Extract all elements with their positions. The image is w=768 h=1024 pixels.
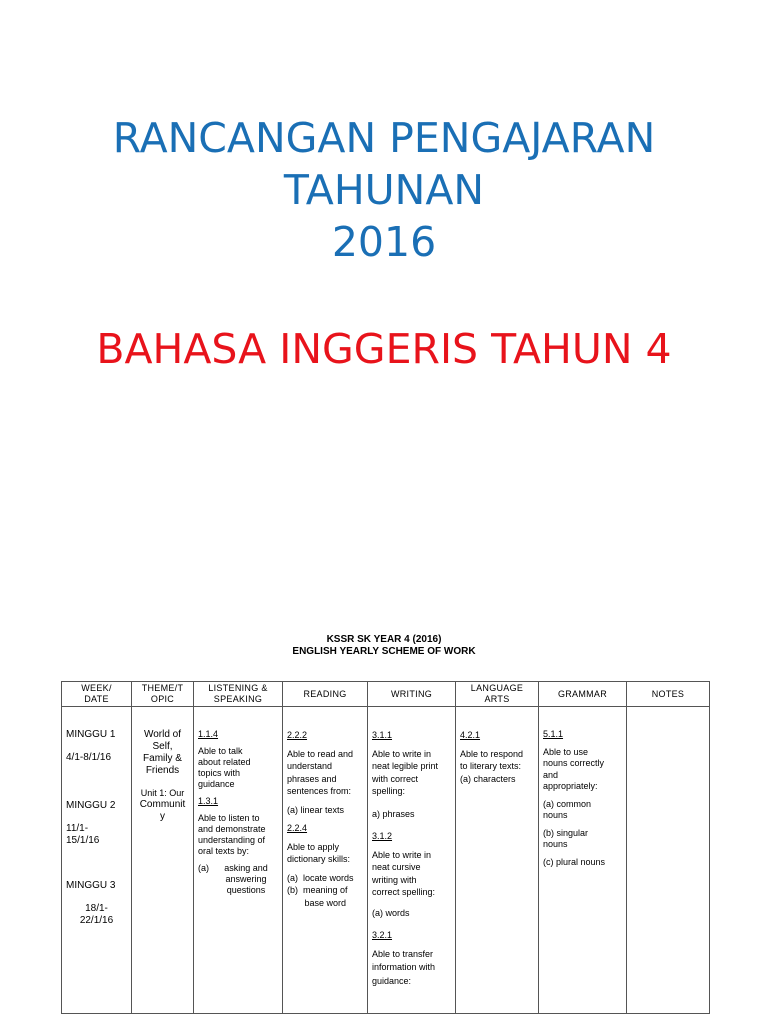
reading-text-1-line-4: sentences from: <box>287 786 352 796</box>
writing-text-1-line-3: with correct <box>372 773 419 784</box>
theme-line-2: Self, <box>152 741 173 752</box>
cover-subject: BAHASA INGGERIS TAHUN 4 <box>96 325 672 373</box>
week-2-date-b: 15/1/16 <box>66 835 100 846</box>
reading-item-1: (a) linear texts <box>287 804 345 815</box>
reading-code-1: 2.2.2 <box>287 730 308 740</box>
grammar-item-b-line-1: (b) singular <box>543 827 589 838</box>
listening-code-2: 1.3.1 <box>198 796 219 806</box>
listening-text-1-line-3: topics with <box>198 768 241 778</box>
listening-text-1-line-4: guidance <box>198 779 235 789</box>
writing-text-2 <box>372 849 451 899</box>
header-grammar: GRAMMAR <box>539 682 627 707</box>
header-week-date <box>62 682 132 707</box>
writing-text-1-line-1: Able to write in <box>372 748 432 759</box>
header-language-arts-line-1: LANGUAGE <box>470 683 524 693</box>
listening-item-a-line-1: asking and <box>224 863 268 873</box>
listening-text-2-line-4: oral texts by: <box>198 846 250 856</box>
reading-item-b <box>287 884 363 909</box>
reading-item-b-line-2: base word <box>304 897 347 908</box>
scheme-heading-1: KSSR SK YEAR 4 (2016) <box>326 634 442 645</box>
reading-code-2: 2.2.4 <box>287 823 308 833</box>
writing-text-3 <box>372 948 451 989</box>
header-theme-line-2: OPIC <box>150 694 175 704</box>
theme-line-4: Friends <box>145 765 180 776</box>
cell-reading <box>283 707 368 1014</box>
header-language-arts <box>456 682 539 707</box>
writing-text-1 <box>372 748 451 798</box>
week-3-date-b: 22/1/16 <box>79 915 114 926</box>
writing-code-1: 3.1.1 <box>372 730 393 740</box>
language-arts-text-1-line-2: to literary texts: <box>460 761 522 771</box>
scheme-of-work-table <box>61 681 710 1014</box>
unit-line-3: y <box>160 811 165 822</box>
reading-item-a-label: (a) <box>287 872 298 883</box>
table-header-row <box>62 682 710 707</box>
header-writing: WRITING <box>368 682 456 707</box>
header-notes: NOTES <box>627 682 710 707</box>
reading-text-1-line-2: understand <box>287 761 333 771</box>
grammar-text-1 <box>543 747 622 793</box>
language-arts-item-1: (a) characters <box>460 773 516 784</box>
listening-code-1: 1.1.4 <box>198 729 219 739</box>
scheme-heading <box>0 634 768 658</box>
reading-text-1 <box>287 748 363 798</box>
week-1-date: 4/1-8/1/16 <box>66 752 112 763</box>
writing-text-3-line-1: Able to transfer <box>372 948 434 959</box>
listening-text-2-line-3: understanding of <box>198 835 266 845</box>
grammar-item-a-line-2: nouns <box>543 810 568 820</box>
reading-item-b-line-1: meaning of <box>303 885 348 895</box>
listening-text-1 <box>198 746 278 790</box>
reading-item-b-label: (b) <box>287 885 298 895</box>
header-theme-line-1: THEME/T <box>141 683 184 693</box>
grammar-item-b <box>543 828 622 851</box>
listening-text-2-line-2: and demonstrate <box>198 824 266 834</box>
header-language-arts-line-2: ARTS <box>484 694 510 704</box>
week-3-label: MINGGU 3 <box>66 880 116 891</box>
cell-grammar <box>539 707 627 1014</box>
cover-title <box>0 112 768 268</box>
reading-item-a <box>287 872 363 885</box>
reading-text-2-line-1: Able to apply <box>287 841 340 852</box>
header-week-line-2: DATE <box>84 694 109 704</box>
language-arts-text-1 <box>460 748 534 773</box>
cell-week-date <box>62 707 132 1014</box>
week-2-date-a: 11/1- <box>66 823 89 834</box>
cover-title-line-2: TAHUNAN <box>283 166 485 214</box>
writing-item-1: a) phrases <box>372 808 415 819</box>
week-2-label: MINGGU 2 <box>66 800 116 811</box>
cell-notes <box>627 707 710 1014</box>
header-listening-line-2: SPEAKING <box>213 694 263 704</box>
theme-line-1: World of <box>143 729 182 740</box>
writing-text-1-line-4: spelling: <box>372 786 406 796</box>
grammar-code-1: 5.1.1 <box>543 729 564 739</box>
header-listening-line-1: LISTENING & <box>208 683 268 693</box>
grammar-item-c: (c) plural nouns <box>543 856 606 867</box>
reading-item-a-text: locate words <box>303 872 354 883</box>
grammar-text-1-line-2: nouns correctly <box>543 758 605 768</box>
writing-item-2: (a) words <box>372 907 410 918</box>
listening-item-a-label: (a) <box>198 863 209 873</box>
scheme-heading-2: ENGLISH YEARLY SCHEME OF WORK <box>292 646 476 657</box>
header-theme-topic <box>132 682 194 707</box>
listening-text-1-line-2: about related <box>198 757 251 767</box>
theme-line-3: Family & <box>143 753 182 764</box>
listening-item-a-line-2: answering <box>225 874 267 884</box>
writing-code-2: 3.1.2 <box>372 831 393 841</box>
writing-text-2-line-4: correct spelling: <box>372 887 436 897</box>
listening-text-1-line-1: Able to talk <box>198 746 243 756</box>
cover-title-line-1: RANCANGAN PENGAJARAN <box>112 114 656 162</box>
writing-text-2-line-1: Able to write in <box>372 849 432 860</box>
reading-text-2 <box>287 841 363 866</box>
reading-text-1-line-3: phrases and <box>287 773 337 784</box>
header-listening-speaking <box>194 682 283 707</box>
week-1-label: MINGGU 1 <box>66 729 116 740</box>
unit-line-1: Unit 1: Our <box>140 788 185 798</box>
writing-text-2-line-2: neat cursive <box>372 862 421 872</box>
week-3-date-a: 18/1- <box>85 903 108 914</box>
grammar-item-a-line-1: (a) common <box>543 798 592 809</box>
cell-language-arts <box>456 707 539 1014</box>
writing-text-3-line-3: guidance: <box>372 975 412 986</box>
cell-listening-speaking <box>194 707 283 1014</box>
listening-item-a-line-3: questions <box>226 885 266 895</box>
writing-text-3-line-2: information with <box>372 962 436 972</box>
grammar-text-1-line-4: appropriately: <box>543 781 598 791</box>
reading-text-2-line-2: dictionary skills: <box>287 854 351 864</box>
language-arts-code-1: 4.2.1 <box>460 730 481 740</box>
cell-theme-topic <box>132 707 194 1014</box>
writing-text-2-line-3: writing with <box>372 874 417 885</box>
header-week-line-1: WEEK/ <box>81 683 112 693</box>
cover-title-line-3: 2016 <box>331 218 437 266</box>
table-row <box>62 707 710 1014</box>
grammar-item-b-line-2: nouns <box>543 839 568 849</box>
grammar-item-a <box>543 799 622 822</box>
writing-code-3: 3.2.1 <box>372 930 393 940</box>
header-reading: READING <box>283 682 368 707</box>
grammar-text-1-line-3: and <box>543 769 559 780</box>
writing-text-1-line-2: neat legible print <box>372 761 439 771</box>
listening-text-2 <box>198 813 278 857</box>
language-arts-text-1-line-1: Able to respond <box>460 748 524 759</box>
unit-line-2: Communit <box>139 799 186 810</box>
reading-text-1-line-1: Able to read and <box>287 748 354 759</box>
listening-item-a <box>198 863 278 896</box>
grammar-text-1-line-1: Able to use <box>543 746 589 757</box>
listening-text-2-line-1: Able to listen to <box>198 813 260 823</box>
cell-writing <box>368 707 456 1014</box>
